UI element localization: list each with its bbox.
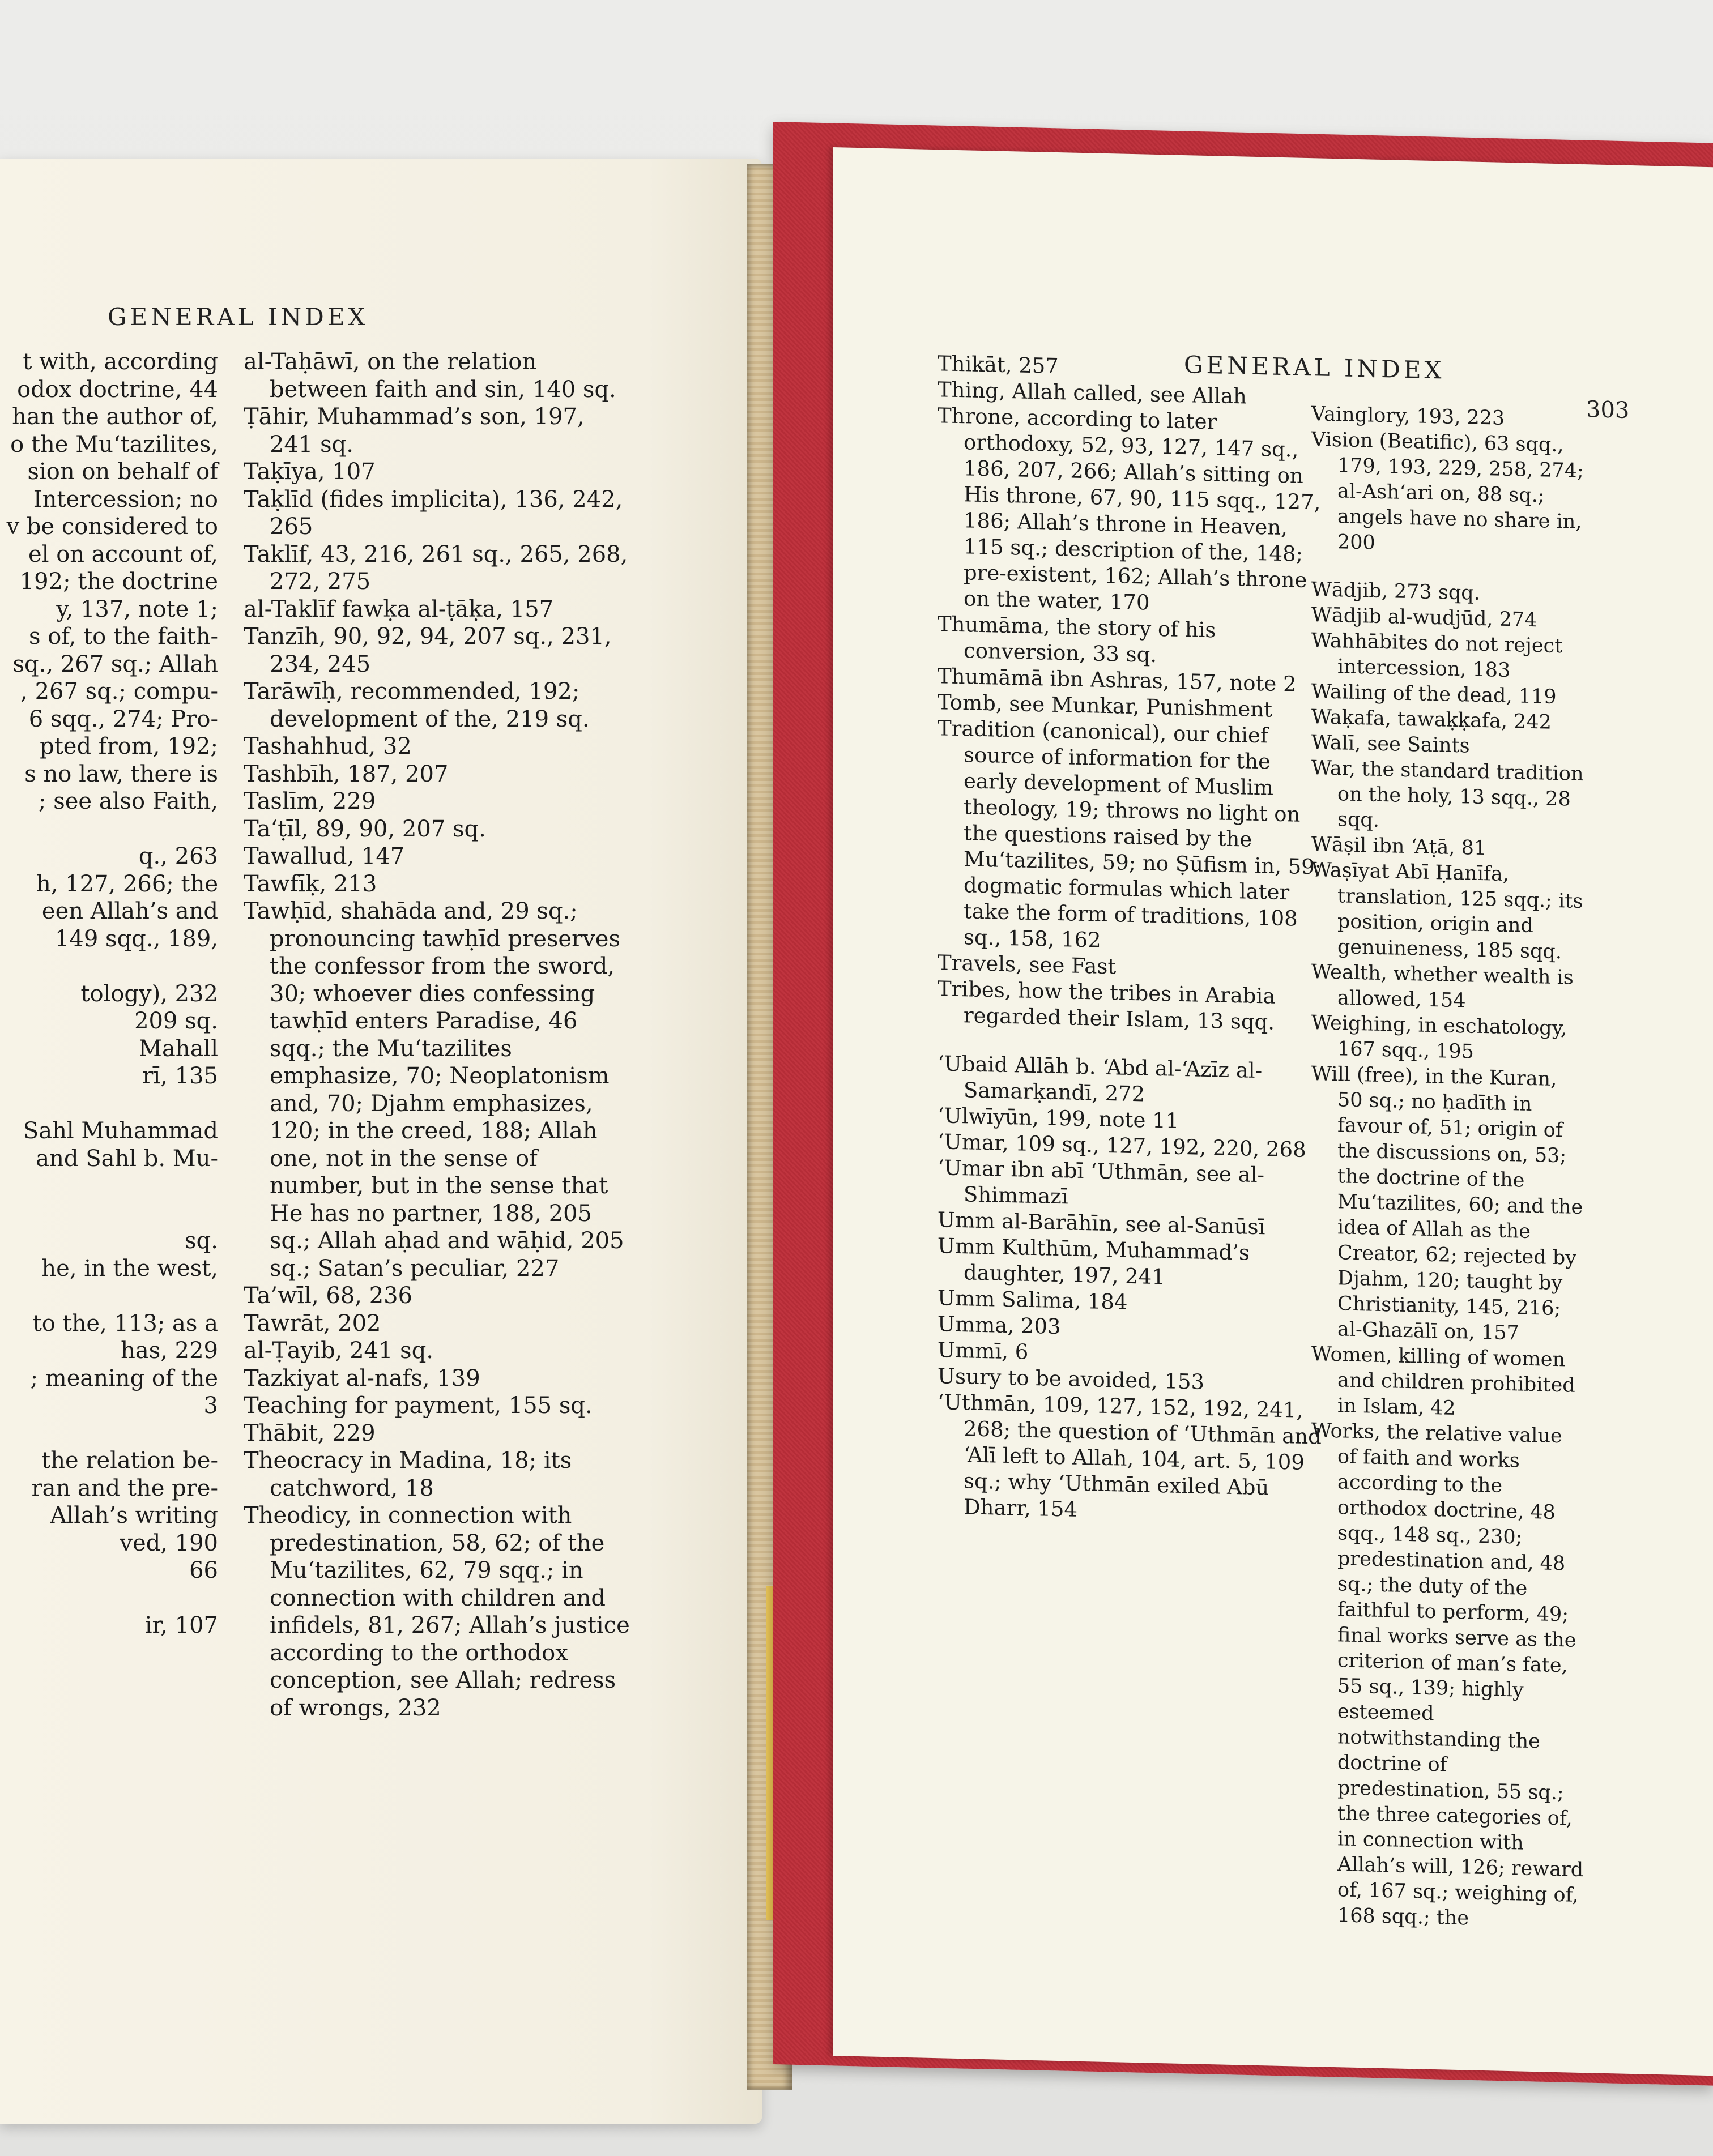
index-entry: Umm Salima, 184	[938, 1286, 1128, 1314]
index-entry: Theocracy in Madina, 18; its catchword, 18	[244, 1448, 572, 1501]
index-entry: Vainglory, 193, 223	[1311, 403, 1505, 430]
index-fragment-line: he, in the west,	[41, 1255, 218, 1282]
index-fragment-line: Allah’s writing	[50, 1502, 218, 1529]
index-fragment-line: s of, to the faith-	[28, 624, 218, 650]
index-entry: Will (free), in the Kuran, 50 sq.; no ḥadīth in favour of, 51; origin of the discussions on, 53; the doctrine of the Mu‘tazilites, 60; and the idea of Allah as the Creator, 62; rejected by Djahm, 120; taught by Christianity, 145, 216; al-Ghazālī on, 157	[1311, 1062, 1583, 1345]
index-fragment-line: 66	[189, 1557, 218, 1583]
index-fragment-line: ; see also Faith,	[39, 788, 218, 814]
index-entry: al-Taḥāwī, on the relation between faith and sin, 140 sq.	[244, 349, 616, 403]
index-entry: Waḳafa, tawaḳḳafa, 242	[1311, 706, 1552, 734]
index-fragment-line: to the, 113; as a	[32, 1310, 218, 1337]
index-fragment-line	[7, 1585, 218, 1612]
index-entry: Tawallud, 147	[244, 843, 405, 869]
index-entry: Travels, see Fast	[938, 950, 1117, 979]
index-entry: Theodicy, in connection with predestination, 58, 62; of the Mu‘tazilites, 62, 79 sqq.; in connection with children and infidels, 81, 267; Allah’s justice according to the orthodox conception, see Allah; redress of wrongs, 232	[244, 1502, 630, 1721]
index-entry: Tawḥīd, shahāda and, 29 sq.; pronouncing tawḥīd preserves the confessor from the sword, 30; whoever dies confessing tawḥīd enters Paradise, 46 sqq.; the Mu‘tazilites emphasize, 70; Neoplatonism and, 70; Djahm emphasizes, 120; in the creed, 188; Allah one, not in the sense of number, but in the sense that He has no partner, 188, 205 sq.; Allah aḥad and wāḥid, 205 sq.; Satan’s peculiar, 227	[244, 898, 624, 1282]
index-fragment-line: tology), 232	[80, 980, 218, 1007]
index-entry: Taḳīya, 107	[244, 459, 376, 485]
index-fragment-line: Sahl Muhammad	[23, 1118, 218, 1144]
index-entry: ‘Umar, 109 sq., 127, 192, 220, 268	[938, 1129, 1306, 1162]
index-fragment-line: een Allah’s and	[41, 898, 218, 924]
index-entry: War, the standard tradition on the holy, 13 sqq., 28 sqq.	[1311, 757, 1584, 832]
index-entry: Tashbīh, 187, 207	[244, 761, 449, 787]
index-entry: Tarāwīḥ, recommended, 192; development of the, 219 sq.	[244, 678, 590, 732]
index-entry: Tawfīḳ, 213	[244, 870, 377, 897]
index-entry: ‘Ubaid Allāh b. ‘Abd al-‘Azīz al-Samarḳandī, 272	[938, 1051, 1263, 1107]
index-fragment-line: 6 sqq., 274; Pro-	[28, 706, 218, 732]
index-entry: Wealth, whether wealth is allowed, 154	[1311, 960, 1574, 1013]
right-page	[833, 147, 1713, 2076]
index-entry: Ummī, 6	[938, 1338, 1029, 1364]
index-fragment-line: h, 127, 266; the	[36, 870, 218, 897]
index-fragment-line: s no law, there is	[24, 761, 218, 787]
index-entry: Wahhābites do not reject intercession, 183	[1311, 629, 1563, 682]
index-entry: Thikāt, 257	[938, 351, 1059, 379]
index-fragment-line: the relation be-	[41, 1448, 218, 1474]
index-fragment-line: , 267 sq.; compu-	[20, 678, 218, 705]
index-entry: Umm al-Barāhīn, see al-Sanūsī	[938, 1207, 1265, 1240]
index-fragment-line: pted from, 192;	[40, 733, 218, 759]
index-fragment-line: sion on behalf of	[27, 459, 218, 485]
right-page-number: 303	[1586, 396, 1630, 424]
index-entry: Wādjib, 273 sqq.	[1311, 578, 1480, 605]
index-entry: Ta‘ṭīl, 89, 90, 207 sq.	[244, 816, 486, 842]
index-entry: ‘Uthmān, 109, 127, 152, 192, 241, 268; the question of ‘Uthmān and ‘Alī left to Allah, 104, art. 5, 109 sq.; why ‘Uthmān exiled Abū Dharr, 154	[938, 1390, 1322, 1522]
index-fragment-line	[7, 1200, 218, 1228]
index-entry: Taslīm, 229	[244, 788, 376, 814]
index-entry: Taklīf, 43, 216, 261 sq., 265, 268, 272, 275	[244, 541, 628, 595]
index-fragment-line: ran and the pre-	[31, 1475, 218, 1501]
index-fragment-line: 149 sqq., 189,	[54, 925, 218, 952]
index-entry: Tashahhud, 32	[244, 733, 412, 759]
index-entry: ‘Ulwīyūn, 199, note 11	[938, 1103, 1179, 1133]
right-page-header: GENERAL INDEX	[1184, 351, 1445, 385]
index-entry: Tradition (canonical), our chief source of information for the early development of Muslim theology, 19; throws no light on the questions raised by the Mu‘tazilites, 59; no Ṣūfism in, 59; dogmatic formulas which later take the form of traditions, 108 sq., 158, 162	[938, 716, 1322, 953]
index-fragment-line: ved, 190	[120, 1530, 218, 1556]
index-fragment-line: 192; the doctrine	[19, 569, 218, 595]
index-fragment-line: o the Mu‘tazilites,	[10, 431, 218, 458]
index-entry: ‘Umar ibn abī ‘Uthmān, see al-Shimmazī	[938, 1155, 1265, 1209]
index-entry: Thumāmā ibn Ashras, 157, note 2	[938, 664, 1297, 697]
index-fragment-line: el on account of,	[28, 541, 218, 567]
index-entry: Tawrāt, 202	[244, 1310, 381, 1337]
index-entry: Ta’wīl, 68, 236	[244, 1283, 413, 1309]
index-fragment-line: Intercession; no	[33, 486, 218, 513]
right-page-index-column-2	[1311, 402, 1586, 1934]
index-fragment-line	[7, 1172, 218, 1200]
index-entry: al-Taklīf fawḳa al-ṭāḳa, 157	[244, 596, 554, 622]
index-fragment-line: has, 229	[121, 1338, 218, 1364]
index-fragment-line: sq.	[185, 1228, 218, 1254]
index-fragment-line: y, 137, note 1;	[56, 596, 218, 622]
index-fragment-line: ; meaning of the	[30, 1365, 218, 1391]
index-fragment-line: q., 263	[138, 843, 218, 869]
index-entry: Tanzīh, 90, 92, 94, 207 sq., 231, 234, 245	[244, 624, 612, 677]
right-page-index-column-1	[938, 351, 1323, 1528]
index-fragment-line	[7, 1420, 218, 1448]
index-entry: Taḳlīd (fides implicita), 136, 242, 265	[244, 486, 623, 540]
index-fragment-line	[7, 953, 218, 980]
index-entry: Ṭāhir, Muhammad’s son, 197, 241 sq.	[244, 404, 585, 458]
index-entry: Works, the relative value of faith and works according to the orthodox doctrine, 48 sqq., 148 sq., 230; predestination and, 48 sq.; the duty of the faithful to perform, 49; final works serve as the criterion of man’s fate, 55 sq., 139; highly esteemed notwithstanding the doctrine of predestination, 55 sq.; the three categories of, in connection with Allah’s will, 126; reward of, 167 sq.; weighing of, 168 sqq.; the	[1311, 1419, 1584, 1930]
index-entry: Wailing of the dead, 119	[1311, 680, 1557, 708]
index-fragment-line: Mahall	[139, 1035, 218, 1062]
index-entry: Wādjib al-wudjūd, 274	[1311, 604, 1537, 632]
left-page-cut-column	[0, 348, 224, 2124]
index-entry: Weighing, in eschatology, 167 sqq., 195	[1311, 1011, 1567, 1064]
index-fragment-line: v be considered to	[6, 514, 218, 540]
index-entry: Women, killing of women and children prohibited in Islam, 42	[1311, 1343, 1575, 1420]
left-page-index-column	[244, 348, 632, 1722]
index-fragment-line: rī, 135	[142, 1063, 218, 1089]
index-fragment-line: t with, according	[23, 349, 218, 375]
index-entry: Umm Kulthūm, Muhammad’s daughter, 197, 241	[938, 1233, 1250, 1290]
index-fragment-line	[7, 1090, 218, 1118]
index-entry: al-Ṭayib, 241 sq.	[244, 1338, 434, 1364]
index-entry: Tomb, see Munkar, Punishment	[938, 690, 1272, 722]
index-entry: Thumāma, the story of his conversion, 33 sq.	[938, 612, 1216, 667]
index-fragment-line: sq., 267 sq.; Allah	[12, 651, 218, 677]
index-entry: Tribes, how the tribes in Arabia regarded their Islam, 13 sqq.	[938, 976, 1276, 1035]
index-entry: Usury to be avoided, 153	[938, 1364, 1205, 1394]
index-entry: Vision (Beatific), 63 sqq., 179, 193, 229, 258, 274; al-Ash‘ari on, 88 sq.; angels have no share in, 200	[1311, 428, 1584, 554]
index-fragment-line: ir, 107	[144, 1612, 218, 1638]
index-entry: Thābit, 229	[244, 1420, 376, 1446]
index-fragment-line: odox doctrine, 44	[17, 376, 218, 403]
index-fragment-line: 209 sq.	[134, 1008, 218, 1034]
left-page	[0, 159, 762, 2124]
index-fragment-line: and Sahl b. Mu-	[36, 1145, 218, 1172]
index-fragment-line: 3	[203, 1393, 218, 1419]
index-entry: Thing, Allah called, see Allah	[938, 377, 1247, 409]
index-entry: Umma, 203	[938, 1312, 1061, 1339]
index-fragment-line	[7, 816, 218, 843]
index-entry: Teaching for payment, 155 sq.	[244, 1393, 593, 1419]
left-cut-column-fragments	[7, 348, 218, 1640]
index-entry: Walī, see Saints	[1311, 731, 1470, 758]
index-fragment-line	[7, 1282, 218, 1310]
index-entry: Tazkiyat al-nafs, 139	[244, 1365, 480, 1391]
index-entry: Wāṣil ibn ‘Aṭā, 81	[1311, 833, 1487, 860]
left-page-header: GENERAL INDEX	[108, 303, 369, 331]
index-entry: Throne, according to later orthodoxy, 52, 93, 127, 147 sq., 186, 207, 266; Allah’s sitting on His throne, 67, 90, 115 sqq., 127, 186; Allah’s throne in Heaven, 115 sq.; description of the, 148; pre-existent, 162; Allah’s throne on the water, 170	[938, 403, 1321, 615]
index-entry: Waṣīyat Abī Ḥanīfa, translation, 125 sqq.; its position, origin and genuineness, 185 sqq.	[1311, 859, 1583, 964]
index-fragment-line: han the author of,	[12, 404, 218, 430]
